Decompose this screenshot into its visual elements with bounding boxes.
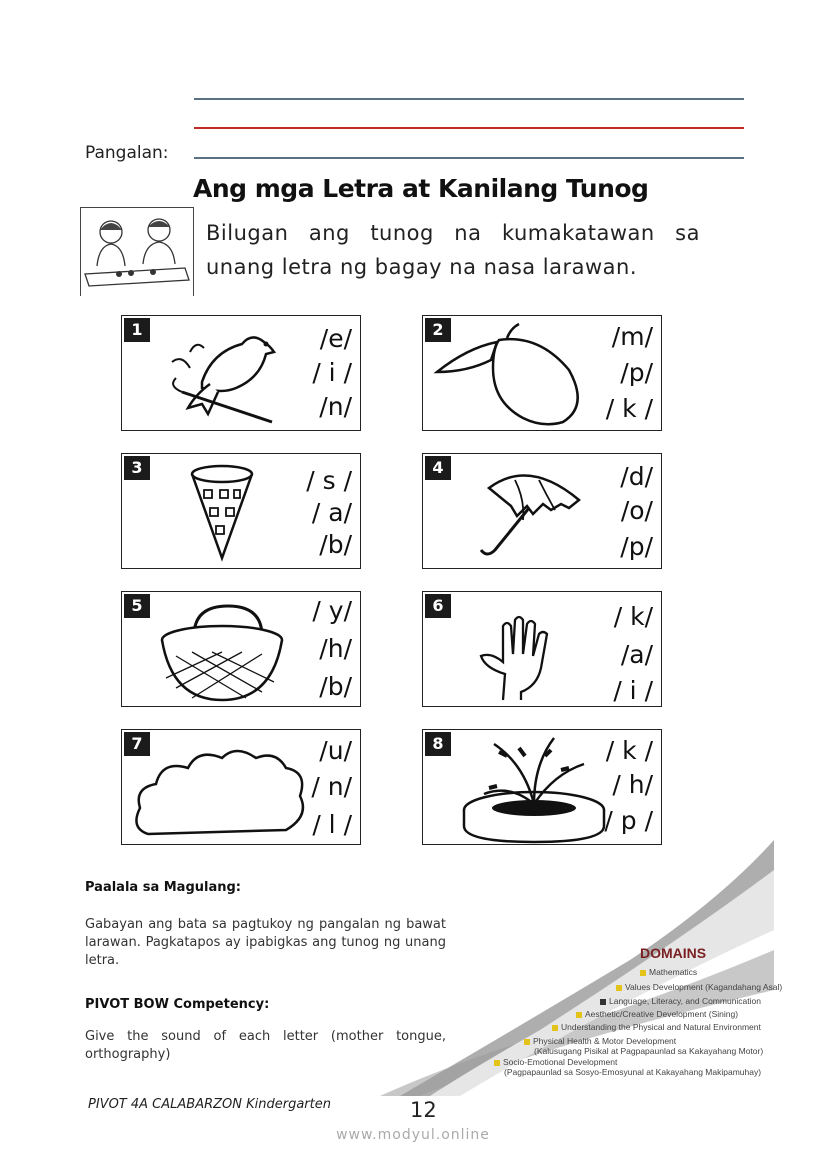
item-number: 8 (425, 732, 451, 756)
sound-option[interactable]: /p/ (620, 358, 653, 387)
sound-option[interactable]: / i / (613, 676, 653, 705)
line-middle (194, 127, 744, 129)
sound-option[interactable]: / p / (604, 806, 653, 835)
domain-item: Understanding the Physical and Natural Environment (552, 1022, 761, 1032)
sound-option[interactable]: /o/ (620, 496, 653, 525)
item-number: 2 (425, 318, 451, 342)
domain-item: Mathematics (640, 967, 697, 977)
sound-option[interactable]: /a/ (620, 640, 653, 669)
item-number: 6 (425, 594, 451, 618)
instruction-text: Bilugan ang tunog na kumakatawan sa unang letra ng bagay na nasa larawan. (206, 221, 700, 279)
item-card-5 (121, 591, 361, 707)
umbrella-icon (459, 458, 589, 568)
competency-text: Give the sound of each letter (mother tongue, orthography) (85, 1029, 446, 1062)
sound-option[interactable]: / k / (605, 736, 653, 765)
item-number: 1 (124, 318, 150, 342)
domain-item: Language, Literacy, and Communication (600, 996, 761, 1006)
sound-option[interactable]: / k/ (613, 602, 653, 631)
sound-option[interactable]: /e/ (319, 324, 352, 353)
item-number: 5 (124, 594, 150, 618)
item-number: 3 (124, 456, 150, 480)
domain-item: Aesthetic/Creative Development (Sining) (576, 1009, 738, 1019)
sound-option[interactable]: /m/ (611, 322, 653, 351)
sound-option[interactable]: /p/ (620, 532, 653, 561)
domain-item: (Kalusugang Pisikal at Pagpapaunlad sa Kakayahang Motor) (534, 1046, 764, 1056)
parent-note-text: Gabayan ang bata sa pagtukoy ng pangalan ng bawat larawan. Pagkatapos ay ipabigkas ang tunog ng unang letra. (85, 917, 446, 968)
name-label: Pangalan: (85, 143, 169, 163)
sound-option[interactable]: / h/ (612, 770, 653, 799)
page-number: 12 (410, 1098, 437, 1122)
sound-option[interactable]: /b/ (319, 530, 352, 559)
item-number: 4 (425, 456, 451, 480)
item-card-7 (121, 729, 361, 845)
sound-option[interactable]: / a/ (311, 498, 352, 527)
item-card-2 (422, 315, 662, 431)
parent-note-heading: Paalala sa Magulang: (85, 880, 241, 895)
sound-option[interactable]: / k / (605, 394, 653, 423)
sound-option[interactable]: /h/ (319, 634, 352, 663)
item-card-3 (121, 453, 361, 569)
sound-option[interactable]: / i / (312, 358, 352, 387)
children-writing-icon (80, 207, 194, 296)
domains-title: DOMAINS (640, 945, 707, 961)
sound-option[interactable]: / l / (312, 810, 352, 839)
domain-item: Values Development (Kagandahang Asal) (616, 982, 782, 992)
competency-heading: PIVOT BOW Competency: (85, 997, 270, 1012)
domain-item: Physical Health & Motor Development (524, 1036, 676, 1046)
line-top (194, 98, 744, 100)
sound-option[interactable]: /d/ (620, 462, 653, 491)
mango-icon (429, 320, 589, 428)
item-number: 7 (124, 732, 150, 756)
domain-item: (Pagpapaunlad sa Sosyo-Emosyunal at Kakayahang Makipamuhay) (504, 1067, 762, 1077)
hand-icon (473, 612, 573, 704)
page-title: Ang mga Letra at Kanilang Tunog (193, 174, 649, 203)
watermark: www.modyul.online (336, 1127, 490, 1143)
sound-option[interactable]: / y/ (312, 596, 352, 625)
sound-option[interactable]: / s / (306, 466, 352, 495)
sound-option[interactable]: /u/ (319, 736, 352, 765)
sound-option[interactable]: / n/ (311, 772, 352, 801)
item-card-4 (422, 453, 662, 569)
sound-option[interactable]: /n/ (319, 392, 352, 421)
item-card-8 (422, 729, 662, 845)
footer-series: PIVOT 4A CALABARZON Kindergarten (88, 1097, 331, 1112)
item-card-1 (121, 315, 361, 431)
bird-icon (162, 322, 302, 426)
item-card-6 (422, 591, 662, 707)
cloud-icon (128, 744, 308, 844)
plant-in-tire-icon (459, 732, 609, 844)
ice-cream-cone-icon (182, 460, 262, 564)
basket-icon (152, 596, 292, 706)
name-input-line[interactable] (194, 157, 744, 159)
domain-item: Socio-Emotional Development (494, 1057, 617, 1067)
sound-option[interactable]: /b/ (319, 672, 352, 701)
